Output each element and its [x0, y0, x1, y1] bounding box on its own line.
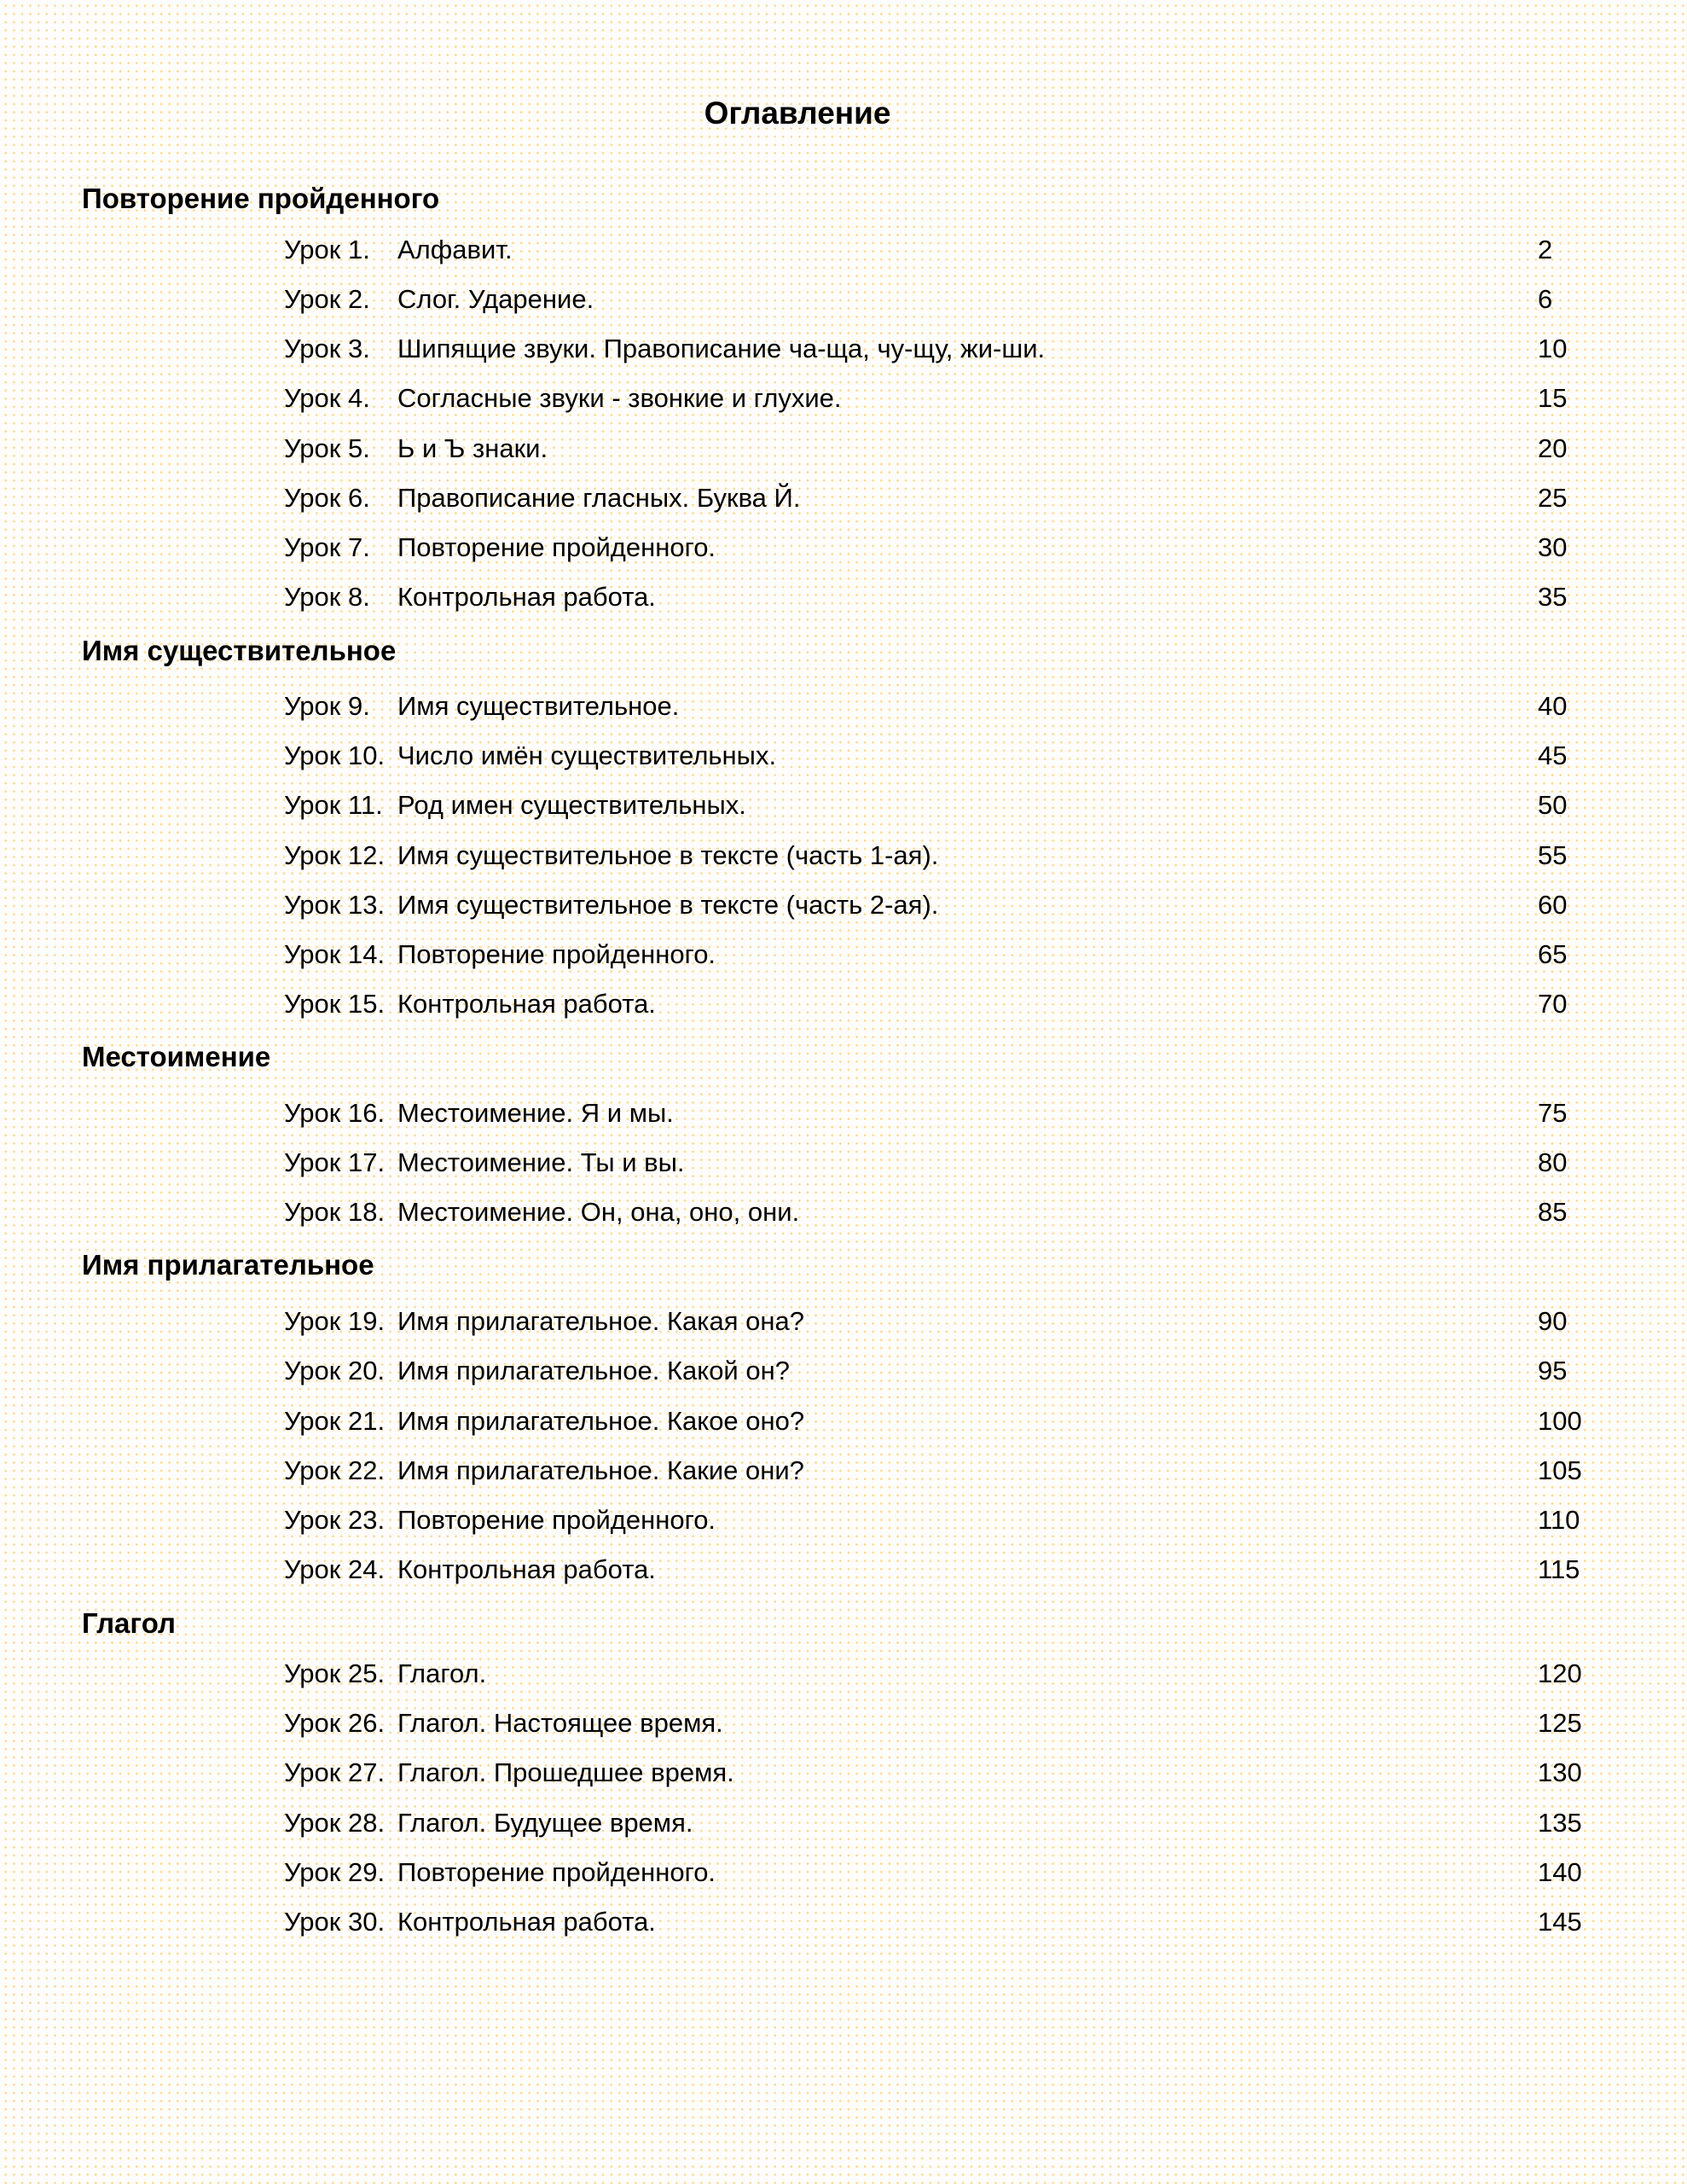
- page-number: 105: [1538, 1455, 1582, 1485]
- lesson-label: Урок 23.: [284, 1505, 386, 1535]
- page-number: 135: [1538, 1808, 1582, 1838]
- lesson-label: Урок 26.: [284, 1708, 386, 1738]
- page-number: 80: [1538, 1147, 1568, 1177]
- page-number: 70: [1538, 989, 1568, 1019]
- lesson-title: Слог. Ударение.: [397, 284, 594, 314]
- lesson-title: Контрольная работа.: [397, 1554, 656, 1584]
- toc-entry[interactable]: [0, 481, 1687, 515]
- page-number: 130: [1538, 1757, 1582, 1787]
- toc-entry[interactable]: [0, 1856, 1687, 1890]
- lesson-label: Урок 16.: [284, 1098, 386, 1128]
- page-number: 15: [1538, 383, 1568, 413]
- lesson-title: Род имен существительных.: [397, 790, 746, 820]
- lesson-label: Урок 17.: [284, 1147, 386, 1177]
- page-number: 145: [1538, 1907, 1582, 1937]
- toc-entry[interactable]: [0, 938, 1687, 972]
- toc-entry[interactable]: [0, 1146, 1687, 1180]
- lesson-title: Контрольная работа.: [397, 582, 656, 612]
- page-number: 55: [1538, 840, 1568, 870]
- lesson-title: Местоимение. Он, она, оно, они.: [397, 1197, 800, 1227]
- toc-entry[interactable]: [0, 1706, 1687, 1740]
- lesson-title: Местоимение. Я и мы.: [397, 1098, 674, 1128]
- toc-entry[interactable]: [0, 1806, 1687, 1840]
- lesson-label: Урок 19.: [284, 1306, 386, 1336]
- lesson-label: Урок 28.: [284, 1808, 386, 1838]
- lesson-title: Шипящие звуки. Правописание ча-ща, чу-щу, жи-ши.: [397, 334, 1046, 363]
- page-number: 95: [1538, 1356, 1568, 1385]
- lesson-label: Урок 11.: [284, 790, 383, 820]
- toc-entry[interactable]: [0, 1096, 1687, 1130]
- lesson-label: Урок 27.: [284, 1757, 386, 1787]
- toc-entry[interactable]: [0, 788, 1687, 822]
- page-number: 110: [1538, 1505, 1580, 1535]
- lesson-label: Урок 10.: [284, 741, 386, 770]
- section-heading: Имя прилагательное: [82, 1249, 374, 1281]
- lesson-label: Урок 5.: [284, 433, 370, 463]
- page-number: 75: [1538, 1098, 1568, 1128]
- lesson-label: Урок 24.: [284, 1554, 386, 1584]
- lesson-title: Повторение пройденного.: [397, 1857, 716, 1887]
- page-number: 85: [1538, 1197, 1568, 1227]
- lesson-title: Глагол.: [397, 1658, 487, 1688]
- section-heading: Повторение пройденного: [82, 183, 440, 214]
- toc-entry[interactable]: [0, 739, 1687, 773]
- lesson-label: Урок 3.: [284, 334, 370, 363]
- page-number: 2: [1538, 235, 1553, 264]
- toc-entry[interactable]: [0, 282, 1687, 317]
- lesson-label: Урок 4.: [284, 383, 370, 413]
- toc-entry[interactable]: [0, 689, 1687, 723]
- lesson-title: Имя прилагательное. Какой он?: [397, 1356, 790, 1385]
- lesson-label: Урок 20.: [284, 1356, 386, 1385]
- page-number: 120: [1538, 1658, 1582, 1688]
- page-number: 140: [1538, 1857, 1582, 1887]
- toc-entry[interactable]: [0, 531, 1687, 565]
- lesson-label: Урок 12.: [284, 840, 386, 870]
- lesson-label: Урок 15.: [284, 989, 386, 1019]
- toc-entry[interactable]: [0, 1195, 1687, 1229]
- lesson-title: Имя прилагательное. Какая она?: [397, 1306, 805, 1336]
- page-number: 40: [1538, 691, 1568, 721]
- toc-entry[interactable]: [0, 432, 1687, 466]
- toc-entry[interactable]: [0, 1503, 1687, 1537]
- lesson-title: Глагол. Прошедшее время.: [397, 1757, 734, 1787]
- lesson-label: Урок 21.: [284, 1406, 386, 1436]
- toc-entry[interactable]: [0, 1553, 1687, 1587]
- lesson-title: Имя прилагательное. Какое оно?: [397, 1406, 805, 1436]
- page-number: 6: [1538, 284, 1553, 314]
- page-number: 45: [1538, 741, 1568, 770]
- lesson-label: Урок 8.: [284, 582, 370, 612]
- section-heading: Глагол: [82, 1607, 176, 1639]
- lesson-label: Урок 25.: [284, 1658, 386, 1688]
- lesson-title: Правописание гласных. Буква Й.: [397, 483, 801, 513]
- toc-entry[interactable]: [0, 580, 1687, 614]
- toc-entry[interactable]: [0, 839, 1687, 873]
- page-number: 10: [1538, 334, 1568, 363]
- page-number: 100: [1538, 1406, 1582, 1436]
- page-number: 20: [1538, 433, 1568, 463]
- lesson-label: Урок 7.: [284, 532, 370, 562]
- lesson-title: Повторение пройденного.: [397, 532, 716, 562]
- lesson-title: Имя существительное.: [397, 691, 680, 721]
- section-heading: Имя существительное: [82, 635, 397, 666]
- lesson-title: Глагол. Настоящее время.: [397, 1708, 723, 1738]
- toc-entry[interactable]: [0, 888, 1687, 922]
- lesson-title: Имя существительное в тексте (часть 2-ая).: [397, 890, 939, 920]
- page-number: 125: [1538, 1708, 1582, 1738]
- toc-entry[interactable]: [0, 1404, 1687, 1438]
- lesson-label: Урок 18.: [284, 1197, 386, 1227]
- section-heading: Местоимение: [82, 1041, 271, 1072]
- lesson-title: Контрольная работа.: [397, 989, 656, 1019]
- toc-entry[interactable]: [0, 1657, 1687, 1691]
- toc-entry[interactable]: [0, 381, 1687, 415]
- lesson-title: Контрольная работа.: [397, 1907, 656, 1937]
- lesson-label: Урок 22.: [284, 1455, 386, 1485]
- lesson-title: Согласные звуки - звонкие и глухие.: [397, 383, 842, 413]
- toc-entry[interactable]: [0, 233, 1687, 267]
- lesson-title: Ь и Ъ знаки.: [397, 433, 548, 463]
- page-number: 60: [1538, 890, 1568, 920]
- toc-entry[interactable]: [0, 1354, 1687, 1388]
- page-number: 25: [1538, 483, 1568, 513]
- lesson-title: Повторение пройденного.: [397, 939, 716, 969]
- toc-entry[interactable]: [0, 1756, 1687, 1790]
- lesson-title: Имя прилагательное. Какие они?: [397, 1455, 804, 1485]
- lesson-label: Урок 29.: [284, 1857, 386, 1887]
- lesson-label: Урок 1.: [284, 235, 370, 264]
- toc-entry[interactable]: [0, 332, 1687, 366]
- page-title: Оглавление: [704, 96, 891, 131]
- page-number: 65: [1538, 939, 1568, 969]
- toc-entry[interactable]: [0, 1905, 1687, 1939]
- lesson-label: Урок 14.: [284, 939, 386, 969]
- lesson-title: Местоимение. Ты и вы.: [397, 1147, 685, 1177]
- lesson-title: Глагол. Будущее время.: [397, 1808, 693, 1838]
- lesson-label: Урок 9.: [284, 691, 370, 721]
- lesson-label: Урок 30.: [284, 1907, 386, 1937]
- lesson-title: Алфавит.: [397, 235, 513, 264]
- toc-entry[interactable]: [0, 987, 1687, 1021]
- lesson-label: Урок 6.: [284, 483, 370, 513]
- lesson-label: Урок 2.: [284, 284, 370, 314]
- page-number: 50: [1538, 790, 1568, 820]
- lesson-title: Число имён существительных.: [397, 741, 777, 770]
- page-number: 35: [1538, 582, 1568, 612]
- toc-entry[interactable]: [0, 1304, 1687, 1339]
- toc-entry[interactable]: [0, 1454, 1687, 1488]
- lesson-label: Урок 13.: [284, 890, 386, 920]
- page-number: 90: [1538, 1306, 1568, 1336]
- page-number: 115: [1538, 1554, 1580, 1584]
- lesson-title: Имя существительное в тексте (часть 1-ая).: [397, 840, 939, 870]
- page-number: 30: [1538, 532, 1568, 562]
- lesson-title: Повторение пройденного.: [397, 1505, 716, 1535]
